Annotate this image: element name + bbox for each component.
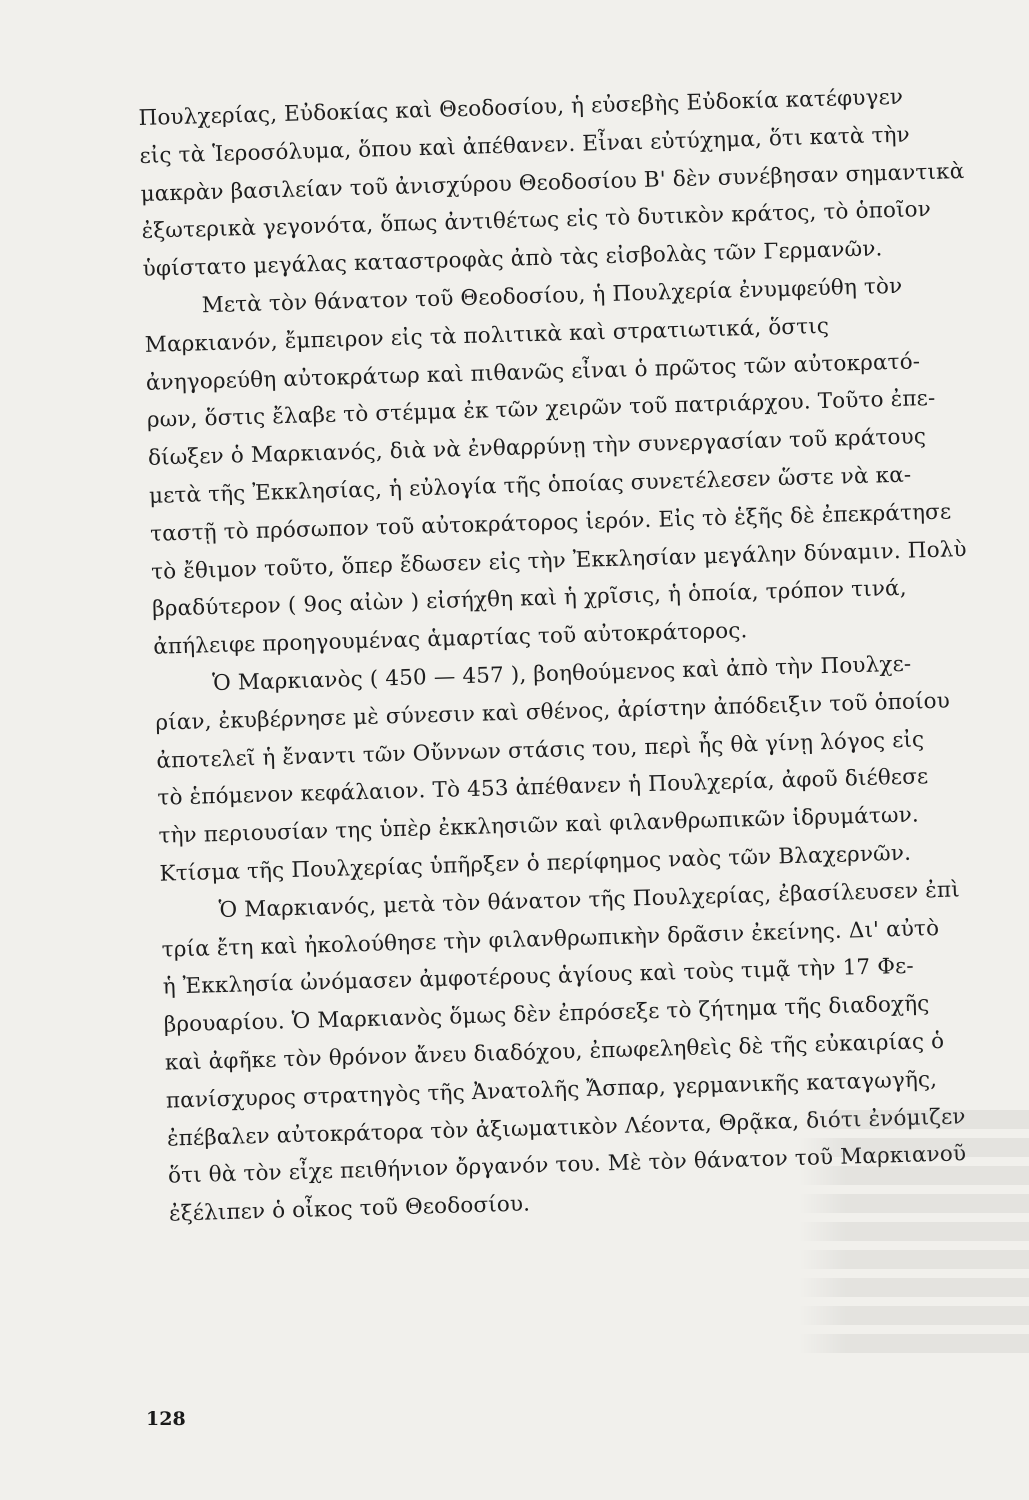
paragraph-start-line: Μετὰ τὸν θάνατον τοῦ Θεοδοσίου, ἡ Πουλχερία ἐνυμφεύθη τὸν <box>201 273 903 319</box>
text-line: μακρὰν βασιλείαν τοῦ ἀνισχύρου Θεοδοσίου Β' δὲν συνέβησαν σημαντικὰ <box>140 158 965 207</box>
text-line: ταστῇ τὸ πρόσωπον τοῦ αὐτοκράτορος ἱερόν. Εἰς τὸ ἑξῆς δὲ ἐπεκράτησε <box>149 499 952 547</box>
text-line: ἐξωτερικὰ γεγονότα, ὅπως ἀντιθέτως εἰς τὸ δυτικὸν κράτος, τὸ ὁποῖον <box>141 197 932 245</box>
text-line: ἡ Ἐκκλησία ὠνόμασεν ἀμφοτέρους ἁγίους καὶ τοὺς τιμᾷ τὴν 17 Φε- <box>162 954 915 1000</box>
text-line: τρία ἔτη καὶ ἠκολούθησε τὴν φιλανθρωπικὴν δρᾶσιν ἐκείνης. Δι' αὐτὸ <box>161 915 940 963</box>
show-through-text <box>799 1110 1029 1370</box>
text-line: μετὰ τῆς Ἐκκλησίας, ἡ εὐλογία τῆς ὁποίας συνετέλεσεν ὥστε νὰ κα- <box>148 462 912 509</box>
text-line: ἀποτελεῖ ἡ ἔναντι τῶν Οὔννων στάσις του, περὶ ἧς θὰ γίνῃ λόγος εἰς <box>156 726 925 774</box>
text-line: ὑφίστατο μεγάλας καταστροφὰς ἀπὸ τὰς εἰσβολὰς τῶν Γερμανῶν. <box>142 236 883 283</box>
text-line: Κτίσμα τῆς Πουλχερίας ὑπῆρξεν ὁ περίφημος ναὸς τῶν Βλαχερνῶν. <box>159 840 912 887</box>
paragraph-start-line: Ὁ Μαρκιανὸς ( 450 — 457 ), βοηθούμενος καὶ ἀπὸ τὴν Πουλχε- <box>211 651 912 697</box>
text-line: τὴν περιουσίαν της ὑπὲρ ἐκκλησιῶν καὶ φιλανθρωπικῶν ἱδρυμάτων. <box>158 802 920 849</box>
text-line: βραδύτερον ( 9ος αἰὼν ) εἰσήχθη καὶ ἡ χρῖσις, ἡ ὁποία, τρόπον τινά, <box>151 576 908 623</box>
body-text <box>138 76 1029 1233</box>
text-line: ἐξέλιπεν ὁ οἶκος τοῦ Θεοδοσίου. <box>168 1191 531 1227</box>
text-line: πανίσχυρος στρατηγὸς τῆς Ἀνατολῆς Ἄσπαρ, γερμανικῆς καταγωγῆς, <box>165 1066 938 1114</box>
text-line: Πουλχερίας, Εὐδοκίας καὶ Θεοδοσίου, ἡ εὐσεβὴς Εὐδοκία κατέφυγεν <box>138 84 904 131</box>
text-line: τὸ ἑπόμενον κεφάλαιον. Τὸ 453 ἀπέθανεν ἡ Πουλχερία, ἀφοῦ διέθεσε <box>157 764 929 812</box>
text-line: βρουαρίου. Ὁ Μαρκιανὸς ὅμως δὲν ἐπρόσεξε τὸ ζήτημα τῆς διαδοχῆς <box>163 991 930 1038</box>
text-line: δίωξεν ὁ Μαρκιανός, διὰ νὰ ἐνθαρρύνῃ τὴν συνεργασίαν τοῦ κράτους <box>147 424 927 472</box>
text-line: ἀνηγορεύθη αὐτοκράτωρ καὶ πιθανῶς εἶναι ὁ πρῶτος τῶν αὐτοκρατό- <box>145 348 921 396</box>
paragraph-start-line: Ὁ Μαρκιανός, μετὰ τὸν θάνατον τῆς Πουλχερίας, ἐβασίλευσεν ἐπὶ <box>218 877 961 923</box>
text-line: καὶ ἀφῆκε τὸν θρόνον ἄνευ διαδόχου, ἐπωφεληθεὶς δὲ τῆς εὐκαιρίας ὁ <box>164 1028 945 1076</box>
text-line: ὅτι θὰ τὸν εἶχε πειθήνιον ὄργανόν του. Μὲ τὸν θάνατον τοῦ Μαρκιανοῦ <box>167 1141 967 1189</box>
text-line: τὸ ἔθιμον τοῦτο, ὅπερ ἔδωσεν εἰς τὴν Ἐκκλησίαν μεγάλην δύναμιν. Πολὺ <box>150 536 968 585</box>
text-line: ἀπήλειφε προηγουμένας ἁμαρτίας τοῦ αὐτοκράτορος. <box>152 618 748 660</box>
text-line: ἐπέβαλεν αὐτοκράτορα τὸν ἀξιωματικὸν Λέοντα, Θρᾷκα, διότι ἐνόμιζεν <box>166 1103 966 1152</box>
text-line: ρίαν, ἐκυβέρνησε μὲ σύνεσιν καὶ σθένος, ἀρίστην ἀπόδειξιν τοῦ ὁποίου <box>155 688 951 736</box>
text-line: εἰς τὰ Ἱεροσόλυμα, ὅπου καὶ ἀπέθανεν. Εἶναι εὐτύχημα, ὅτι κατὰ τὴν <box>139 122 911 169</box>
text-line: Μαρκιανόν, ἔμπειρον εἰς τὰ πολιτικὰ καὶ στρατιωτικά, ὅστις <box>144 313 830 358</box>
text-line: ρων, ὅστις ἔλαβε τὸ στέμμα ἐκ τῶν χειρῶν τοῦ πατριάρχου. Τοῦτο ἐπε- <box>146 386 936 434</box>
page-number: 128 <box>146 1408 186 1430</box>
